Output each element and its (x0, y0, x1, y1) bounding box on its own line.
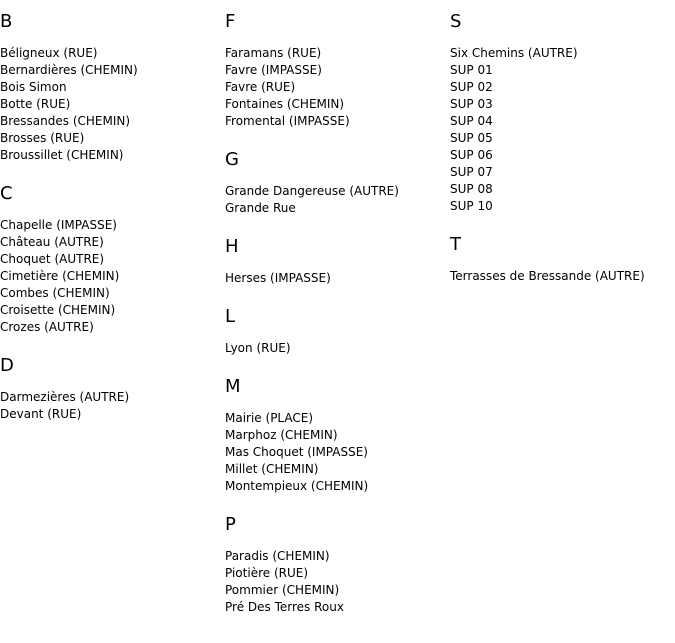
street-link[interactable]: Combes (CHEMIN) (0, 286, 110, 300)
street-link[interactable]: Béligneux (RUE) (0, 46, 98, 60)
street-link[interactable]: Crozes (AUTRE) (0, 320, 94, 334)
street-link[interactable]: Fontaines (CHEMIN) (225, 97, 345, 111)
street-link[interactable]: Marphoz (CHEMIN) (225, 428, 338, 442)
street-link[interactable]: Bois Simon (0, 80, 67, 94)
street-link[interactable]: SUP 08 (450, 182, 493, 196)
letter-section (225, 307, 449, 357)
street-link[interactable]: Bernardières (CHEMIN) (0, 63, 138, 77)
street-link[interactable]: Pommier (CHEMIN) (225, 583, 340, 597)
street-link[interactable]: Six Chemins (AUTRE) (450, 46, 578, 60)
section-letter-heading: C (0, 183, 13, 204)
street-link[interactable]: SUP 10 (450, 199, 493, 213)
street-link[interactable]: Botte (RUE) (0, 97, 71, 111)
street-link[interactable]: Millet (CHEMIN) (225, 462, 319, 476)
section-letter-heading: G (225, 149, 239, 170)
street-link[interactable]: SUP 06 (450, 148, 493, 162)
street-link[interactable]: Château (AUTRE) (0, 235, 104, 249)
street-link[interactable]: Favre (IMPASSE) (225, 63, 322, 77)
street-link[interactable]: Terrasses de Bressande (AUTRE) (450, 269, 645, 283)
section-letter-heading: F (225, 11, 236, 32)
letter-section (450, 12, 674, 215)
street-link[interactable]: SUP 02 (450, 80, 493, 94)
street-link[interactable]: Grande Dangereuse (AUTRE) (225, 184, 399, 198)
street-link[interactable]: Cimetière (CHEMIN) (0, 269, 120, 283)
street-link[interactable]: Mas Choquet (IMPASSE) (225, 445, 368, 459)
street-link[interactable]: SUP 05 (450, 131, 493, 145)
letter-section (0, 184, 224, 336)
section-letter-heading: B (0, 11, 13, 32)
street-column-2 (225, 12, 449, 636)
street-link[interactable]: Paradis (CHEMIN) (225, 549, 330, 563)
letter-section (225, 515, 449, 616)
street-link[interactable]: Chapelle (IMPASSE) (0, 218, 117, 232)
letter-section (0, 12, 224, 164)
street-link[interactable]: Piotière (RUE) (225, 566, 309, 580)
street-link[interactable]: Bressandes (CHEMIN) (0, 114, 131, 128)
letter-section (225, 12, 449, 130)
section-letter-heading: D (0, 355, 14, 376)
letter-section (225, 377, 449, 495)
section-letter-heading: S (450, 11, 462, 32)
street-link[interactable]: SUP 04 (450, 114, 493, 128)
street-link[interactable]: SUP 07 (450, 165, 493, 179)
street-link[interactable]: Favre (RUE) (225, 80, 296, 94)
street-link[interactable]: Brosses (RUE) (0, 131, 85, 145)
street-link[interactable]: Darmezières (AUTRE) (0, 390, 130, 404)
letter-section (225, 237, 449, 287)
street-link[interactable]: Mairie (PLACE) (225, 411, 314, 425)
street-link[interactable]: SUP 01 (450, 63, 493, 77)
street-link[interactable]: Lyon (RUE) (225, 341, 291, 355)
street-link[interactable]: Choquet (AUTRE) (0, 252, 105, 266)
street-link[interactable]: SUP 03 (450, 97, 493, 111)
street-link[interactable]: Fromental (IMPASSE) (225, 114, 350, 128)
street-column-1 (0, 12, 224, 443)
section-letter-heading: M (225, 376, 241, 397)
street-link[interactable]: Pré Des Terres Roux (225, 600, 344, 614)
section-letter-heading: T (450, 234, 461, 255)
street-link[interactable]: Devant (RUE) (0, 407, 82, 421)
letter-section (450, 235, 674, 285)
section-letter-heading: P (225, 514, 236, 535)
street-link[interactable]: Montempieux (CHEMIN) (225, 479, 369, 493)
section-letter-heading: L (225, 306, 236, 327)
street-link[interactable]: Herses (IMPASSE) (225, 271, 331, 285)
street-link[interactable]: Faramans (RUE) (225, 46, 322, 60)
street-column-3 (450, 12, 674, 305)
street-link[interactable]: Grande Rue (225, 201, 296, 215)
letter-section (225, 150, 449, 217)
letter-section (0, 356, 224, 423)
street-link[interactable]: Croisette (CHEMIN) (0, 303, 116, 317)
section-letter-heading: H (225, 236, 239, 257)
street-link[interactable]: Broussillet (CHEMIN) (0, 148, 124, 162)
